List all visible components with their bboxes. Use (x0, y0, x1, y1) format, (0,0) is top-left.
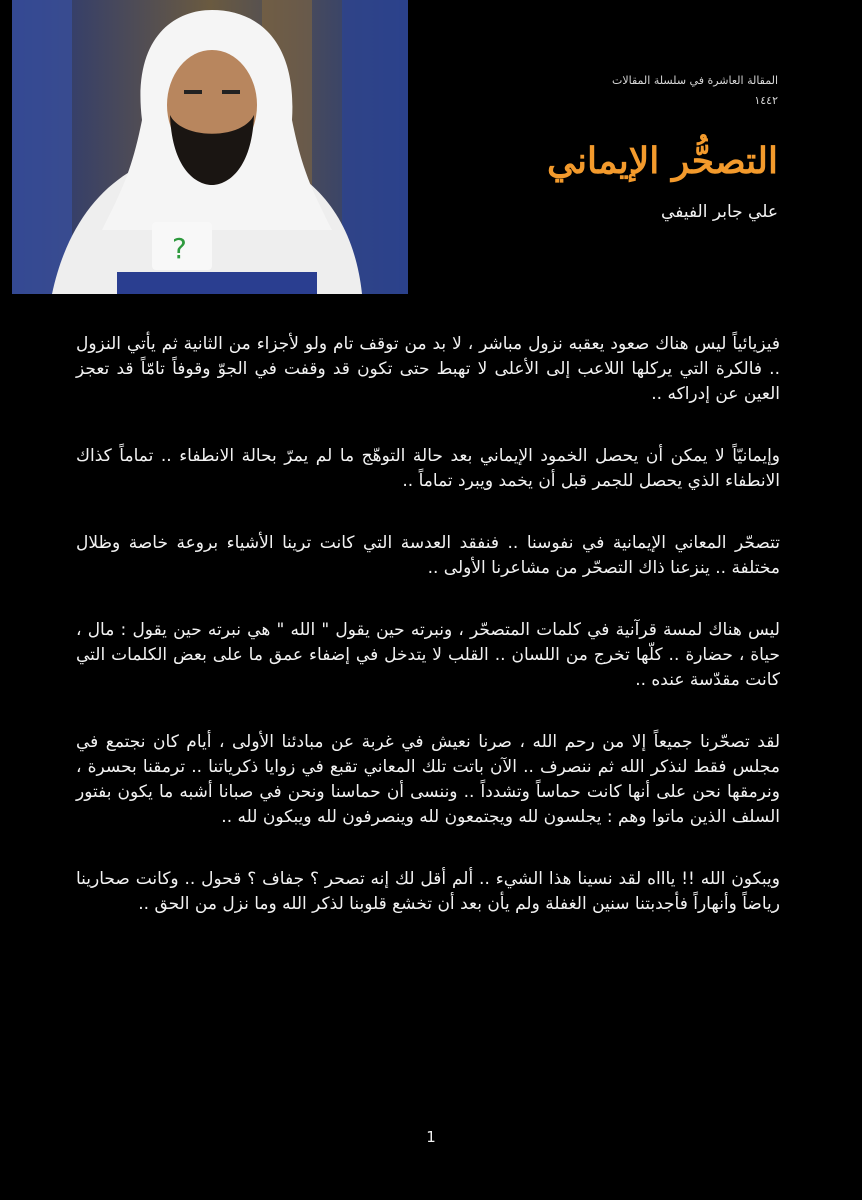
article-title: التصحُّر الإيماني (546, 140, 778, 182)
paragraph: وإيمانيّاً لا يمكن أن يحصل الخمود الإيماني بعد حالة التوهّج ما لم يمرّ بحالة الانطفاء .. تماماً كذاك الانطفاء الذي يحصل للجمر قبل أن يخمد ويبرد تماماً .. (76, 446, 780, 491)
article-body (76, 332, 780, 954)
svg-text:?: ? (172, 232, 187, 265)
author-portrait-icon (12, 0, 408, 294)
paragraph: فيزيائياً ليس هناك صعود يعقبه نزول مباشر ، لا بد من توقف تام ولو لأجزاء من الثانية ثم يأتي النزول .. فالكرة التي يركلها اللاعب إلى الأعلى لا تهبط حتى تكون قد وقفت في الجوّ وقوفاً تامّاً قد تعجز العين عن إدراكه .. (76, 334, 780, 404)
paragraph: ليس هناك لمسة قرآنية في كلمات المتصحّر ، ونبرته حين يقول " الله " هي نبرته حين يقول : مال ، حياة ، حضارة .. كلّها تخرج من اللسان .. القلب لا يتدخل في إضفاء عمق ما على بعض الكلمات التي كانت مقدّسة عنده .. (76, 620, 780, 690)
paragraph: ويبكون الله !! ياااه لقد نسينا هذا الشيء .. ألم أقل لك إنه تصحر ؟ جفاف ؟ قحول .. وكانت صحارينا رياضاً وأنهاراً فأجدبتنا سنين الغفلة ولم يأن بعد أن تخشع قلوبنا لذكر الله وما نزل من الحق .. (76, 869, 780, 914)
hijri-year: ١٤٤٢ (754, 94, 778, 107)
author-name: علي جابر الفيفي (661, 202, 778, 222)
author-photo (12, 0, 408, 294)
page-number: 1 (426, 1128, 436, 1146)
series-note: المقالة العاشرة في سلسلة المقالات (612, 74, 778, 87)
paragraph: لقد تصحّرنا جميعاً إلا من رحم الله ، صرنا نعيش في غربة عن مبادئنا الأولى ، أيام كان نجتمع في مجلس فقط لنذكر الله ثم ننصرف .. الآن باتت تلك المعاني تقبع في زوايا ذكرياتنا .. ترمقنا بحسرة ، ونرمقها نحن على أنها كانت حماساً وتشدداً .. وننسى أن حماسنا ونحن في صبانا أشبه ما يكون بفتور السلف الذين ماتوا وهم : يجلسون لله ويجتمعون لله وينصرفون لله ويبكون لله .. (76, 732, 780, 827)
paragraph: تتصحّر المعاني الإيمانية في نفوسنا .. فنفقد العدسة التي كانت ترينا الأشياء بروعة خاصة وظلال مختلفة .. ينزعنا ذاك التصحّر من مشاعرنا الأولى .. (76, 533, 780, 578)
